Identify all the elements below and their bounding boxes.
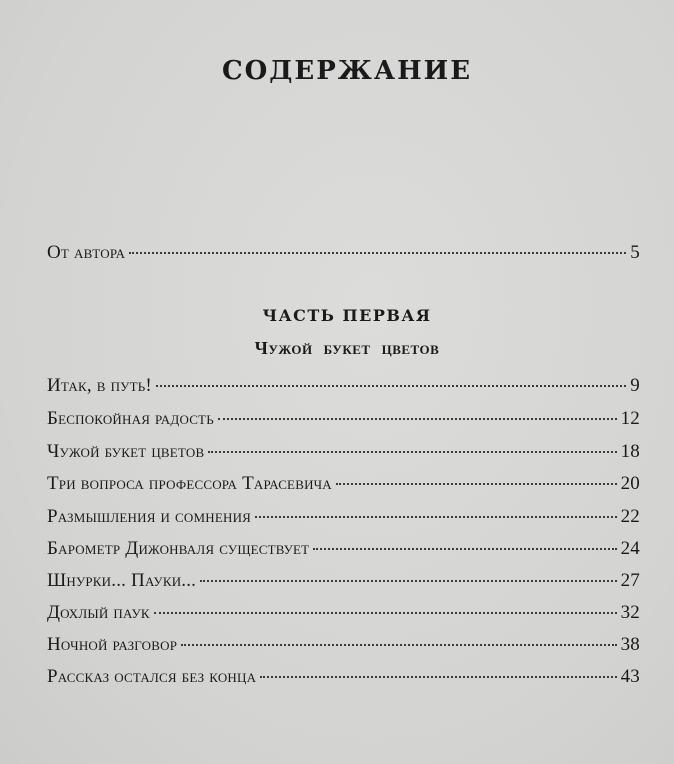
toc-entry [47, 570, 640, 596]
toc-entry-label: Барометр Дижонваля существует [47, 538, 310, 559]
dot-leader [129, 252, 626, 254]
dot-leader [208, 451, 616, 453]
dot-leader [336, 483, 617, 485]
toc-entry-label: Три вопроса профессора Тарасевича [47, 473, 332, 494]
toc-entry [47, 375, 640, 401]
toc-entry [47, 634, 640, 660]
dot-leader [154, 612, 617, 614]
dot-leader [218, 418, 617, 420]
toc-entry-label: Чужой букет цветов [47, 441, 205, 462]
part-title: ЧАСТЬ ПЕРВАЯ [262, 306, 432, 325]
toc-entry-label: Рассказ остался без конца [47, 666, 257, 687]
toc-entry [47, 506, 640, 532]
toc-entry [47, 602, 640, 628]
dot-leader [313, 548, 616, 550]
toc-entry-page: 24 [620, 538, 640, 559]
toc-entry [47, 473, 640, 499]
toc-entry-preface [47, 242, 640, 268]
toc-entry-label: Беспокойная радость [47, 408, 214, 429]
toc-entry-page: 20 [620, 473, 640, 494]
toc-entry-page: 5 [630, 242, 640, 263]
dot-leader [255, 516, 617, 518]
toc-entry-label: Итак, в путь! [47, 375, 152, 396]
toc-entry-label: От автора [47, 242, 126, 263]
dot-leader [200, 580, 616, 582]
toc-entry-label: Дохлый паук [47, 602, 150, 623]
part-subtitle: Чужой букет цветов [254, 338, 440, 358]
toc-entry-label: Шнурки... Пауки... [47, 570, 197, 591]
toc-entry-page: 22 [620, 506, 640, 527]
toc-entry-page: 18 [620, 441, 640, 462]
toc-entry [47, 666, 640, 692]
page-title: СОДЕРЖАНИЕ [221, 56, 473, 86]
dot-leader [156, 385, 626, 387]
toc-entry [47, 538, 640, 564]
toc-entry-page: 38 [620, 634, 640, 655]
toc-entry-page: 12 [620, 408, 640, 429]
toc-entry [47, 441, 640, 467]
toc-entry [47, 408, 640, 434]
dot-leader [260, 676, 616, 678]
toc-entry-page: 32 [620, 602, 640, 623]
dot-leader [181, 644, 616, 646]
toc-entry-label: Размышления и сомнения [47, 506, 252, 527]
toc-entry-label: Ночной разговор [47, 634, 178, 655]
toc-entry-page: 27 [620, 570, 640, 591]
toc-entry-page: 43 [620, 666, 640, 687]
toc-entry-page: 9 [630, 375, 640, 396]
